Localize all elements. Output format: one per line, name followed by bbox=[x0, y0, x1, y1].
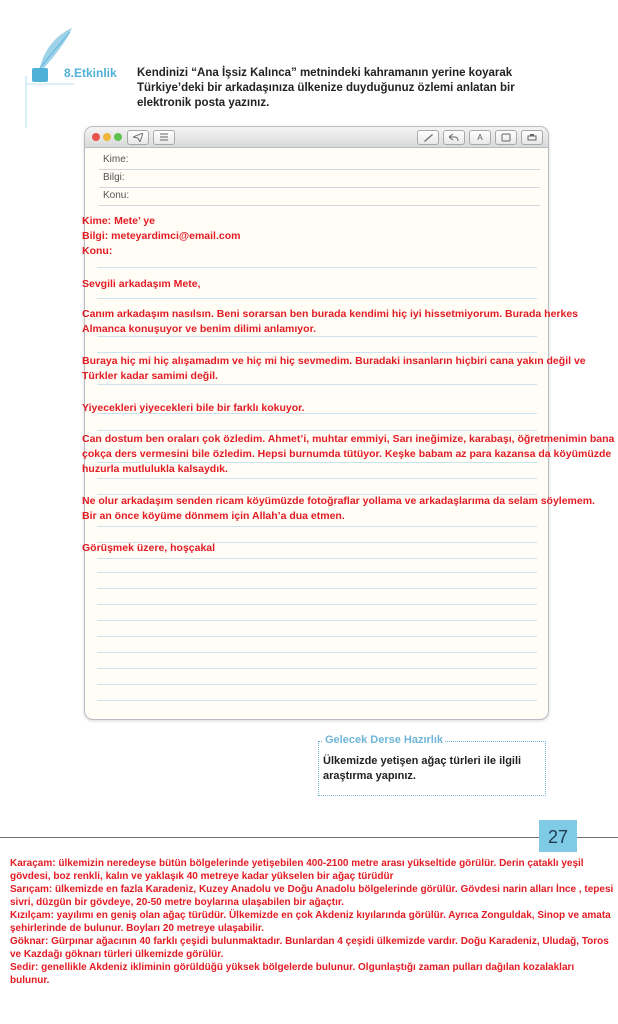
note-goknar: Göknar: Gürpınar ağacının 40 farklı çeşidi bulunmaktadır. Bunlardan 4 çeşidi ülkemizde vardır. Doğu Karadeniz, Uludağ, Toros ve Kazdağı göknarı türleri ülkemizde görülür. bbox=[10, 936, 609, 960]
list-button[interactable] bbox=[153, 130, 175, 145]
cc-label: Bilgi: bbox=[103, 172, 125, 183]
print-icon bbox=[527, 133, 537, 142]
list-icon bbox=[159, 133, 169, 141]
next-lesson-box bbox=[318, 734, 546, 796]
note-kizilcam: Kızılçam: yayılımı en geniş olan ağaç türüdür. Ülkemizde en çok Akdeniz kıyılarında görülür. Ayrıca Zonguldak, Sinop ve amata şehirlerinde de bulunur. Boyları 20 metreye ulaşabilir. bbox=[10, 910, 611, 934]
next-lesson-text: Ülkemizde yetişen ağaç türleri ile ilgili araştırma yapınız. bbox=[323, 755, 522, 782]
letter-subject: Konu: bbox=[82, 245, 113, 257]
letter-paragraph-5: Ne olur arkadaşım senden ricam köyümüzde fotoğraflar yollama ve arkadaşlarıma da selam söylemem. Bir an önce köyüme dönmem için Allah’a dua etmen. bbox=[82, 495, 595, 522]
window-titlebar bbox=[85, 127, 548, 148]
minimize-window-button[interactable] bbox=[103, 133, 111, 141]
letter-paragraph-1: Canım arkadaşım nasılsın. Beni sorarsan ben burada kendimi hiç iyi hissetmiyorum. Burada herkes Almanca konuşuyor ve benim dilimi anlamıyor. bbox=[82, 308, 579, 335]
page-divider bbox=[0, 837, 618, 838]
letter-paragraph-4: Can dostum ben oraları çok özledim. Ahmet’i, muhtar emmiyi, Sarı ineğimize, karabaşı, öğretmenimin bana çokça ders vermesini bile özledim. Hepsi burnumda tütüyor. Keşke babam az para kazansa da köyümüzde huzurla mutlulukla kalsaydık. bbox=[82, 433, 615, 475]
letter-greeting: Sevgili arkadaşım Mete, bbox=[82, 278, 201, 290]
print-button[interactable] bbox=[521, 130, 543, 145]
pen-icon bbox=[423, 133, 434, 142]
paper-plane-icon bbox=[133, 133, 143, 142]
tree-notes bbox=[10, 857, 616, 987]
activity-instruction: Kendinizi “Ana İşsiz Kalınca” metnindeki kahramanın yerine koyarak Türkiye’deki bir arkadaşınıza ülkenize duyduğunuz özlemi anlatan bir elektronik posta yazınız. bbox=[137, 67, 515, 109]
send-button[interactable] bbox=[127, 130, 149, 145]
close-window-button[interactable] bbox=[92, 133, 100, 141]
to-label: Kime: bbox=[103, 154, 129, 165]
letter-paragraph-3: Yiyecekleri yiyecekleri bile bir farklı kokuyor. bbox=[82, 402, 305, 414]
letter-header bbox=[82, 214, 482, 259]
page-number: 27 bbox=[539, 820, 577, 852]
subject-label: Konu: bbox=[103, 190, 130, 201]
letter-to: Kime: Mete’ ye bbox=[82, 215, 155, 227]
compose-button[interactable] bbox=[417, 130, 439, 145]
letter-cc: Bilgi: meteyardimci@email.com bbox=[82, 230, 241, 242]
font-button[interactable]: A bbox=[469, 130, 491, 145]
note-karacam: Karaçam: ülkemizin neredeyse bütün bölgelerinde yetişebilen 400-2100 metre arası yükseltide görülür. Derin çataklı yeşil gövdesi, boz renkli, kalın ve yaklaşık 40 metreye kadar yükselen bir ağaç türüdür bbox=[10, 858, 584, 882]
activity-label: 8.Etkinlik bbox=[64, 66, 117, 80]
zoom-window-button[interactable] bbox=[114, 133, 122, 141]
subject-field[interactable] bbox=[99, 187, 540, 206]
note-saricam: Sarıçam: ülkemizde en fazla Karadeniz, Kuzey Anadolu ve Doğu Anadolu bölgelerinde görülür. Gövdesi narin alları İnce , tepesi sivri, düzgün bir gövdeye, 20-50 metre boylarına ulaşabilen bir ağaçtır. bbox=[10, 884, 614, 908]
letter-closing: Görüşmek üzere, hoşçakal bbox=[82, 542, 216, 554]
to-field[interactable] bbox=[99, 151, 540, 170]
reply-button[interactable] bbox=[443, 130, 465, 145]
next-lesson-title: Gelecek Derse Hazırlık bbox=[325, 734, 444, 746]
attach-button[interactable] bbox=[495, 130, 517, 145]
attach-icon bbox=[501, 133, 511, 142]
cc-field[interactable] bbox=[99, 169, 540, 188]
reply-icon bbox=[449, 133, 459, 142]
note-sedir: Sedir: genellikle Akdeniz ikliminin görüldüğü yüksek bölgelerde bulunur. Olgunlaştığı zaman pulları dağılan kozalakları bulunur. bbox=[10, 962, 575, 986]
letter-paragraph-2: Buraya hiç mi hiç alışamadım ve hiç mi hiç sevmedim. Buradaki insanların hiçbiri cana yakın değil ve Türkler kadar samimi değil. bbox=[82, 355, 586, 382]
